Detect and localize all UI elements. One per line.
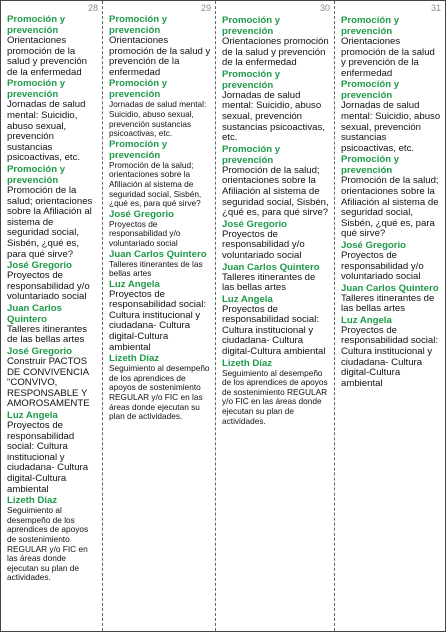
entry-heading: José Gregorio <box>341 239 407 251</box>
day-number: 29 <box>200 3 211 13</box>
entry-heading: José Gregorio <box>7 346 73 358</box>
entry-description: Proyectos de responsabilidad social: Cultura institucional y ciudadana- Cultura digital-Cultura ambiental <box>7 420 89 495</box>
entry-description: Construir PACTOS DE CONVIVENCIA "CONVIVO, RESPONSABLE Y AMOROSAMENTE <box>7 356 90 410</box>
entry-description: Proyectos de responsabilidad y/o voluntariado social <box>109 218 181 248</box>
entry-heading: Promoción y prevención <box>222 15 281 37</box>
entry-description: Proyectos de responsabilidad social: Cultura institucional y ciudadana- Cultura digital-Cultura ambiental <box>222 303 326 358</box>
entry-description: Proyectos de responsabilidad y/o voluntariado social <box>222 228 305 261</box>
day-number: 30 <box>319 3 330 13</box>
day-number: 28 <box>87 3 98 13</box>
entry-heading: Juan Carlos Quintero <box>222 261 320 273</box>
entry-heading: Promoción y prevención <box>109 78 168 101</box>
entry-description: Promoción de la salud; orientaciones sobre la Afiliación al sistema de seguridad social, Sisbén, ¿qué es, para qué sirve? <box>222 164 329 219</box>
entry-heading: José Gregorio <box>222 218 288 230</box>
entry-description: Seguimiento al desempeño de los aprendices de apoyos de sostenimiento REGULAR y/o FIC en las áreas donde ejecutan su plan de actividades. <box>109 363 210 422</box>
entry-description: Talleres itinerantes de las bellas artes <box>109 258 203 279</box>
entry-heading: Promoción y prevención <box>7 163 66 186</box>
entry-description: Promoción de la salud; orientaciones sobre la Afiliación al sistema de seguridad social, Sisbén, ¿qué es, para qué sirve? <box>341 175 439 240</box>
entry-heading: Luz Angela <box>341 314 392 326</box>
entry-heading: Luz Angela <box>109 278 160 290</box>
entry-description: Jornadas de salud mental: Suicidio, abuso sexual, prevención sustancias psicoactivas, etc. <box>7 99 86 164</box>
entry-heading: Promoción y prevención <box>341 79 400 102</box>
entry-heading: Lizeth Díaz <box>109 353 160 365</box>
day-entries <box>216 1 334 426</box>
entry-description: Orientaciones promoción de la salud y prevención de la enfermedad <box>341 36 435 79</box>
day-entries <box>1 1 102 583</box>
entry-heading: Juan Carlos Quintero <box>109 248 207 260</box>
entry-description: Proyectos de responsabilidad social: Cultura institucional y ciudadana- Cultura digital-Cultura ambiental <box>109 288 207 353</box>
entry-description: Promoción de la salud; orientaciones sobre la Afiliación al sistema de seguridad social, Sisbén, ¿qué es, para qué sirve? <box>7 184 93 260</box>
entry-description: Orientaciones promoción de la salud y prevención de la enfermedad <box>222 36 329 69</box>
entry-heading: Luz Angela <box>7 410 58 422</box>
entry-heading: Promoción y prevención <box>341 154 400 177</box>
entry-heading: Promoción y prevención <box>7 78 66 101</box>
entry-heading: Promoción y prevención <box>7 14 66 36</box>
entry-description: Talleres itinerantes de las bellas artes <box>341 292 435 315</box>
entry-description: Promoción de la salud; orientaciones sobre la Afiliación al sistema de seguridad social, Sisbén, ¿qué es, para qué sirve? <box>109 159 202 209</box>
entry-heading: Promoción y prevención <box>109 138 168 161</box>
entry-description: Proyectos de responsabilidad y/o voluntariado social <box>341 249 424 283</box>
entry-heading: José Gregorio <box>109 208 175 220</box>
entry-description: Orientaciones promoción de la salud y prevención de la enfermedad <box>109 35 211 78</box>
entry-heading: Lizeth Díaz <box>7 495 58 507</box>
entry-heading: Promoción y prevención <box>222 143 281 166</box>
entry-heading: Juan Carlos Quintero <box>341 282 439 294</box>
day-number: 31 <box>430 3 441 13</box>
entry-heading: Promoción y prevención <box>222 68 281 91</box>
entry-description: Talleres itinerantes de las bellas artes <box>7 323 87 346</box>
entry-description: Seguimiento al desempeño de los aprendices de apoyos de sostenimiento REGULAR y/o FIC en las áreas donde ejecutan su plan de actividades. <box>222 367 328 426</box>
day-column-31 <box>335 1 445 631</box>
entry-description: Jornadas de salud mental: Suicidio, abuso sexual, prevención sustancias psicoactivas, etc. <box>222 89 325 144</box>
entry-description: Orientaciones promoción de la salud y prevención de la enfermedad <box>7 35 87 78</box>
day-entries <box>103 1 215 422</box>
entry-heading: José Gregorio <box>7 260 73 272</box>
day-column-30 <box>216 1 335 631</box>
entry-description: Proyectos de responsabilidad social: Cultura institucional y ciudadana- Cultura digital-Cultura ambiental <box>341 324 439 389</box>
entry-heading: Luz Angela <box>222 293 273 305</box>
entry-description: Talleres itinerantes de las bellas artes <box>222 271 316 294</box>
entry-heading: Promoción y prevención <box>341 15 400 37</box>
day-column-29 <box>103 1 216 631</box>
entry-description: Jornadas de salud mental: Suicidio, abuso sexual, prevención sustancias psicoactivas, etc. <box>341 100 441 154</box>
entry-description: Jornadas de salud mental: Suicidio, abuso sexual, prevención sustancias psicoactivas, etc. <box>109 99 207 139</box>
day-entries <box>335 1 445 389</box>
entry-description: Seguimiento al desempeño de los aprendices de apoyos de sostenimiento REGULAR y/o FIC en las áreas donde ejecutan su plan de actividades. <box>7 505 89 583</box>
entry-heading: Lizeth Díaz <box>222 357 273 369</box>
entry-description: Proyectos de responsabilidad y/o voluntariado social <box>7 270 90 303</box>
entry-heading: Promoción y prevención <box>109 14 168 36</box>
entry-heading: Juan Carlos Quintero <box>7 302 62 325</box>
day-column-28 <box>1 1 103 631</box>
